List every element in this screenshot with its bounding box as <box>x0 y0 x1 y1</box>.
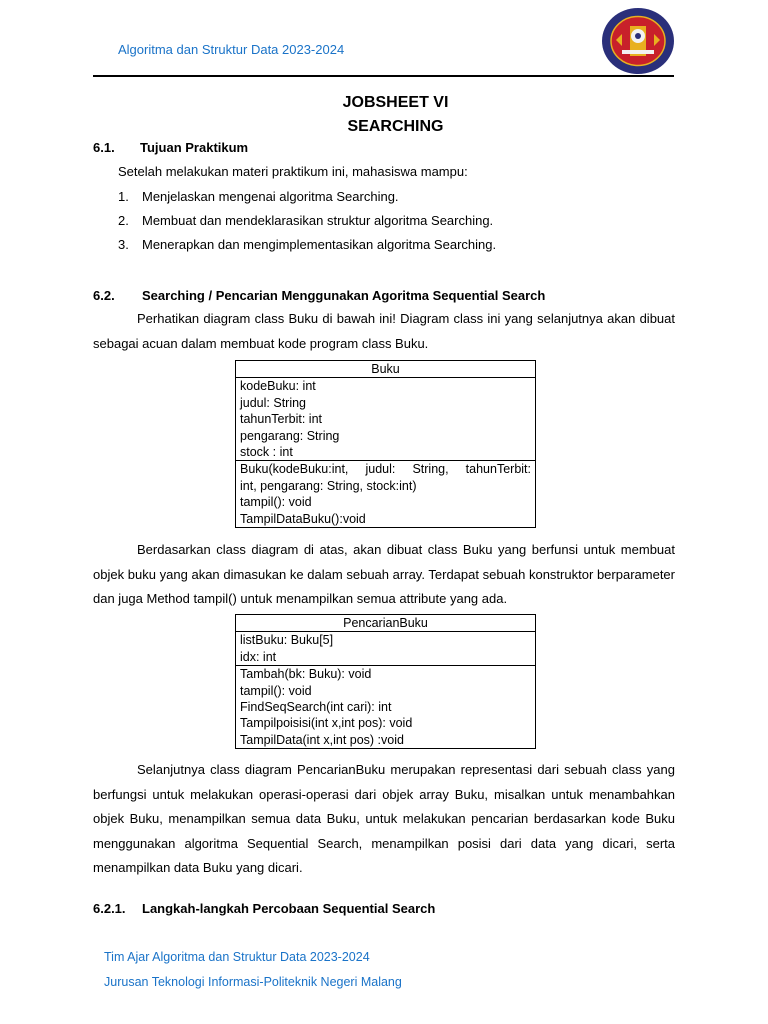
uml-attribute: idx: int <box>240 649 277 664</box>
uml-method: FindSeqSearch(int cari): int <box>240 700 392 715</box>
section-number: 6.1. <box>93 140 115 155</box>
footer-department: Jurusan Teknologi Informasi-Politeknik Negeri Malang <box>104 975 402 989</box>
uml-methods <box>236 665 535 748</box>
uml-attribute: tahunTerbit: int <box>240 412 322 427</box>
uml-class-buku <box>235 360 536 528</box>
uml-method: tampil(): void <box>240 495 312 510</box>
section-title: Searching / Pencarian Menggunakan Agoritma Sequential Search <box>142 288 546 303</box>
uml-method: TampilData(int x,int pos) :void <box>240 732 404 747</box>
list-item: 3. Menerapkan dan mengimplementasikan algoritma Searching. <box>118 237 497 252</box>
section-number: 6.2. <box>93 288 115 303</box>
uml-attributes <box>236 378 535 460</box>
list-item: 2. Membuat dan mendeklarasikan struktur algoritma Searching. <box>118 213 494 228</box>
uml-attribute: pengarang: String <box>240 428 340 443</box>
section-title: Langkah-langkah Percobaan Sequential Search <box>142 901 436 916</box>
uml-attribute: listBuku: Buku[5] <box>240 633 334 648</box>
list-item: 1. Menjelaskan mengenai algoritma Searching. <box>118 189 399 204</box>
uml-class-name: PencarianBuku <box>236 615 535 632</box>
header-divider <box>93 75 674 77</box>
section-6-1-heading <box>93 140 248 155</box>
header-title: Algoritma dan Struktur Data 2023-2024 <box>118 42 345 57</box>
section-6-1-intro: Setelah melakukan materi praktikum ini, mahasiswa mampu: <box>118 164 468 179</box>
uml-attribute: kodeBuku: int <box>240 379 316 394</box>
uml-constructor: Buku(kodeBuku:int, judul: String, tahunTerbit: <box>240 462 531 477</box>
polinema-logo-icon <box>600 6 676 76</box>
uml-class-name: Buku <box>236 361 535 378</box>
uml-class-pencarianbuku <box>235 614 536 749</box>
paragraph-buku-explanation: Berdasarkan class diagram di atas, akan dibuat class Buku yang berfunsi untuk membuat objek buku yang akan dimasukan ke dalam sebuah array. Terdapat sebuah konstruktor berparameter dan juga Method tampil() untuk menampilkan semua attribute yang ada. <box>93 542 675 606</box>
paragraph-intro-buku: Perhatikan diagram class Buku di bawah ini! Diagram class ini yang selanjutnya akan dibuat sebagai acuan dalam membuat kode program class Buku. <box>93 311 675 351</box>
uml-method: Tambah(bk: Buku): void <box>240 667 372 682</box>
jobsheet-title: JOBSHEET VI <box>342 94 449 111</box>
uml-attribute: judul: String <box>240 395 307 410</box>
jobsheet-subtitle: SEARCHING <box>347 118 444 135</box>
section-title: Tujuan Praktikum <box>140 140 249 155</box>
uml-constructor-cont: int, pengarang: String, stock:int) <box>240 478 417 493</box>
uml-attributes <box>236 632 535 665</box>
uml-methods <box>236 460 535 527</box>
section-6-2-heading <box>93 288 545 303</box>
uml-method: tampil(): void <box>240 683 312 698</box>
section-number: 6.2.1. <box>93 901 126 916</box>
paragraph-pencarianbuku-explanation: Selanjutnya class diagram PencarianBuku merupakan representasi dari sebuah class yang berfungsi untuk melakukan operasi-operasi dari objek array Buku, misalkan untuk menambahkan objek Buku, menampilkan semua data Buku, untuk melakukan pencarian berdasarkan kode Buku menggunakan algoritma Sequential Search, menampilkan posisi dari data yang dicari, serta menampilkan data Buku yang dicari. <box>93 762 675 875</box>
uml-method: TampilDataBuku():void <box>240 511 366 526</box>
section-6-2-1-heading <box>93 901 435 916</box>
footer-team: Tim Ajar Algoritma dan Struktur Data 2023-2024 <box>104 950 370 964</box>
uml-method: Tampilpoisisi(int x,int pos): void <box>240 716 413 731</box>
uml-attribute: stock : int <box>240 445 293 460</box>
